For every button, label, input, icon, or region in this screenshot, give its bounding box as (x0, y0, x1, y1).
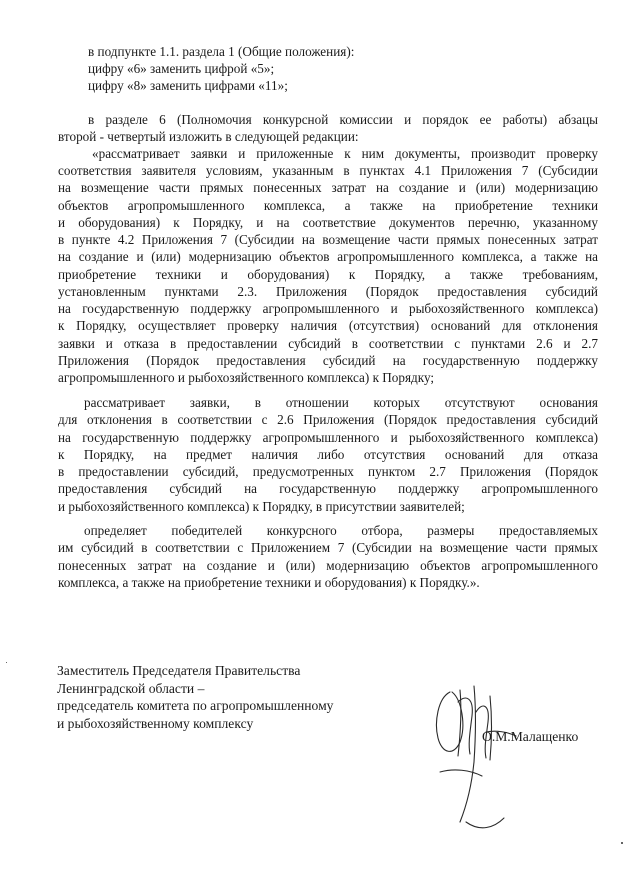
paragraph1-line-9: установленным пунктами 2.3. Приложения (Порядок предоставления субсидий (58, 284, 598, 299)
paragraph2-line-6: предоставления субсидий на государственную поддержку агропромышленного (58, 481, 598, 496)
paragraph1-line-6: в пункте 4.2 Приложения 7 (Субсидии на возмещение части прямых понесенных затрат (58, 232, 598, 247)
paragraph2-line-2: для отклонения в соответствии с 2.6 Приложения (Порядок предоставления субсидий (58, 412, 598, 427)
paragraph1-line-11: к Порядку, осуществляет проверку наличия (отсутствия) оснований для отклонения (58, 318, 598, 333)
signer-name: О.М.Малащенко (482, 729, 579, 744)
paragraph1-line-1: «рассматривает заявки и приложенные к ним документы, производит проверку (92, 146, 598, 161)
paragraph2-line-1: рассматривает заявки, в отношении которых отсутствуют основания (84, 395, 598, 410)
amendment-line-2: цифру «6» заменить цифрой «5»; (88, 61, 275, 76)
scan-speck (6, 662, 7, 663)
section6-intro-line-1: в разделе 6 (Полномочия конкурсной комиссии и порядок ее работы) абзацы (88, 112, 598, 127)
scan-speck (621, 842, 623, 844)
signer-title-line-3: председатель комитета по агропромышленному (57, 698, 334, 713)
paragraph1-line-14: агропромышленного и рыбохозяйственного комплекса) к Порядку; (58, 370, 435, 385)
paragraph3-line-4: комплекса, а также на приобретение техники и оборудования) к Порядку.». (58, 575, 480, 590)
paragraph3-line-3: понесенных затрат на создание и (или) модернизацию объектов агропромышленного (58, 558, 598, 573)
paragraph3-line-1: определяет победителей конкурсного отбора, размеры предоставляемых (84, 523, 598, 538)
signer-title-line-1: Заместитель Председателя Правительства (57, 663, 301, 678)
paragraph3-line-2: им субсидий в соответствии с Приложением 7 (Субсидии на возмещение части прямых (58, 540, 598, 555)
signer-title-line-2: Ленинградской области – (57, 681, 205, 696)
paragraph1-line-12: заявки и отказа в предоставлении субсидий в соответствии с пунктами 2.6 и 2.7 (58, 336, 598, 351)
signer-title-line-4: и рыбохозяйственному комплексу (57, 716, 254, 731)
paragraph1-line-13: Приложения (Порядок предоставления субсидий на государственную поддержку (58, 353, 598, 368)
paragraph1-line-7: на создание и (или) модернизацию объектов агропромышленного комплекса, а также на (58, 249, 598, 264)
paragraph1-line-8: приобретение техники и оборудования) к Порядку, а также требованиям, (58, 267, 598, 282)
paragraph2-line-4: к Порядку, на предмет наличия либо отсутствия оснований для отказа (58, 447, 598, 462)
section6-intro-line-2: второй - четвертый изложить в следующей редакции: (58, 129, 359, 144)
paragraph2-line-3: на государственную поддержку агропромышленного и рыбохозяйственного комплекса) (58, 430, 598, 445)
handwritten-signature (420, 672, 540, 842)
paragraph1-line-10: на государственную поддержку агропромышленного и рыбохозяйственного комплекса) (58, 301, 598, 316)
amendment-line-1: в подпункте 1.1. раздела 1 (Общие положения): (88, 44, 355, 59)
paragraph2-line-5: в предоставлении субсидий, предусмотренных пунктом 2.7 Приложения (Порядок (58, 464, 598, 479)
paragraph1-line-5: и оборудования) к Порядку, и на соответствие документов перечню, указанному (58, 215, 598, 230)
paragraph1-line-3: на возмещение части прямых понесенных затрат на создание и (или) модернизацию (58, 180, 598, 195)
paragraph2-line-7: и рыбохозяйственного комплекса) к Порядку, в присутствии заявителей; (58, 499, 465, 514)
paragraph1-line-2: соответствия заявителя условиям, указанным в пунктах 4.1 Приложения 7 (Субсидии (58, 163, 598, 178)
paragraph1-line-4: объектов агропромышленного комплекса, а также на приобретение техники (58, 198, 598, 213)
amendment-line-3: цифру «8» заменить цифрами «11»; (88, 78, 288, 93)
